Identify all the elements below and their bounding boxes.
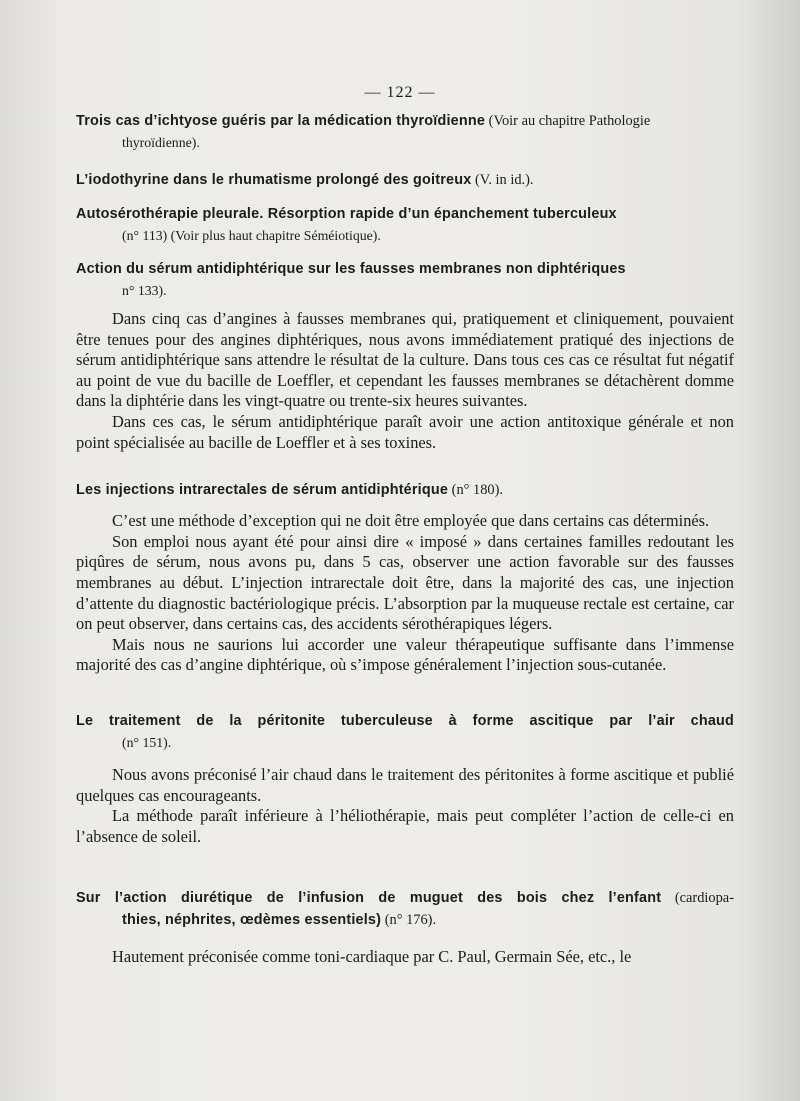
body-paragraph: Dans cinq cas d’angines à fausses membranes qui, pratiquement et cliniquement, pouvaient être tenues pour des angines diphtériques, nous avons immédiatement pratiqué des injections de sérum antidiphtérique sans attendre le résultat de la culture. Dans tous ces cas ce résultat fut négatif au point de vue du bacille de Loeffler, et cependant les fausses membranes se détachèrent domme dans la diphtérie dans les vingt-quatre ou trente-six heures suivantes. xyxy=(76,309,734,411)
entry-continuation: thyroïdienne). xyxy=(122,135,200,150)
body-paragraph: Hautement préconisée comme toni-cardiaque par C. Paul, Germain Sée, etc., le xyxy=(112,947,632,967)
page-content xyxy=(76,110,734,968)
entry-continuation-bold: thies, néphrites, œdèmes essentiels) xyxy=(122,912,382,929)
entry-injections-intrarectales xyxy=(76,479,734,501)
entry-reference: (V. in id.). xyxy=(471,172,534,188)
entry-reference: (cardiopa- xyxy=(661,890,734,907)
body-paragraph: Son emploi nous ayant été pour ainsi dire « imposé » dans certaines familles redoutant les piqûres de sérum, nous avons pu, dans 5 cas, observer une action favorable sur des fausses membranes au début. L’injection intrarectale doit être, dans la majorité des cas, une injection d’attente du diagnostic bactériologique précis. L’absorption par la muqueuse rectale est certaine, car on peut observer, dans certains cas, des accidents sérothérapiques légers. xyxy=(76,531,734,634)
entry-continuation: n° 133). xyxy=(122,283,167,298)
body-paragraph: C’est une méthode d’exception qui ne doit être employée que dans certains cas déterminés. xyxy=(112,511,710,531)
body-paragraph: Mais nous ne saurions lui accorder une valeur thérapeutique suffisante dans l’immense majorité des cas d’angine diphtérique, où s’impose généralement l’injection sous-cutanée. xyxy=(76,634,734,675)
body-paragraph: La méthode paraît inférieure à l’héliothérapie, mais peut compléter l’action de celle-ci en l’absence de soleil. xyxy=(76,806,734,846)
entry-muguet-des-bois xyxy=(76,887,734,909)
page-number: — 122 — xyxy=(364,84,436,101)
entry-title: Trois cas d’ichtyose guéris par la médication thyroïdienne xyxy=(76,113,486,129)
entry-ichtyose xyxy=(76,110,734,153)
entry-reference: (Voir au chapitre Pathologie xyxy=(485,113,651,129)
entry-title: L’iodothyrine dans le rhumatisme prolongé des goitreux xyxy=(76,172,472,188)
entry-peritonite-continuation xyxy=(76,732,734,753)
entry-serum-antidiphterique xyxy=(76,258,734,301)
body-paragraph: Dans ces cas, le sérum antidiphtérique paraît avoir une action antitoxique générale et non point spécialisée au bacille de Loeffler et à ses toxines. xyxy=(76,411,734,452)
entry-autoserotherapie xyxy=(76,203,734,246)
entry-title: Le traitement de la péritonite tuberculeuse à forme ascitique par l’air chaud xyxy=(76,712,734,729)
body-paragraph: Nous avons préconisé l’air chaud dans le traitement des péritonites à forme ascitique et publié quelques cas encourageants. xyxy=(76,764,734,805)
entry-title: Les injections intrarectales de sérum antidiphtérique xyxy=(76,482,449,499)
entry-reference: (n° 176). xyxy=(381,912,437,929)
entry-reference: (n° 180). xyxy=(448,482,503,499)
entry-muguet-continuation xyxy=(76,909,734,931)
entry-title: Action du sérum antidiphtérique sur les fausses membranes non diphtériques xyxy=(76,261,626,277)
entry-continuation: (n° 151). xyxy=(122,734,172,750)
entry-continuation: (n° 113) (Voir plus haut chapitre Séméiotique). xyxy=(122,228,381,243)
entry-title: Sur l’action diurétique de l’infusion de muguet des bois chez l’enfant xyxy=(76,890,662,907)
entry-iodothyrine xyxy=(76,169,734,191)
entry-title: Autosérothérapie pleurale. Résorption rapide d’un épanchement tuberculeux xyxy=(76,206,617,222)
entry-peritonite-tuberculeuse xyxy=(76,710,734,732)
